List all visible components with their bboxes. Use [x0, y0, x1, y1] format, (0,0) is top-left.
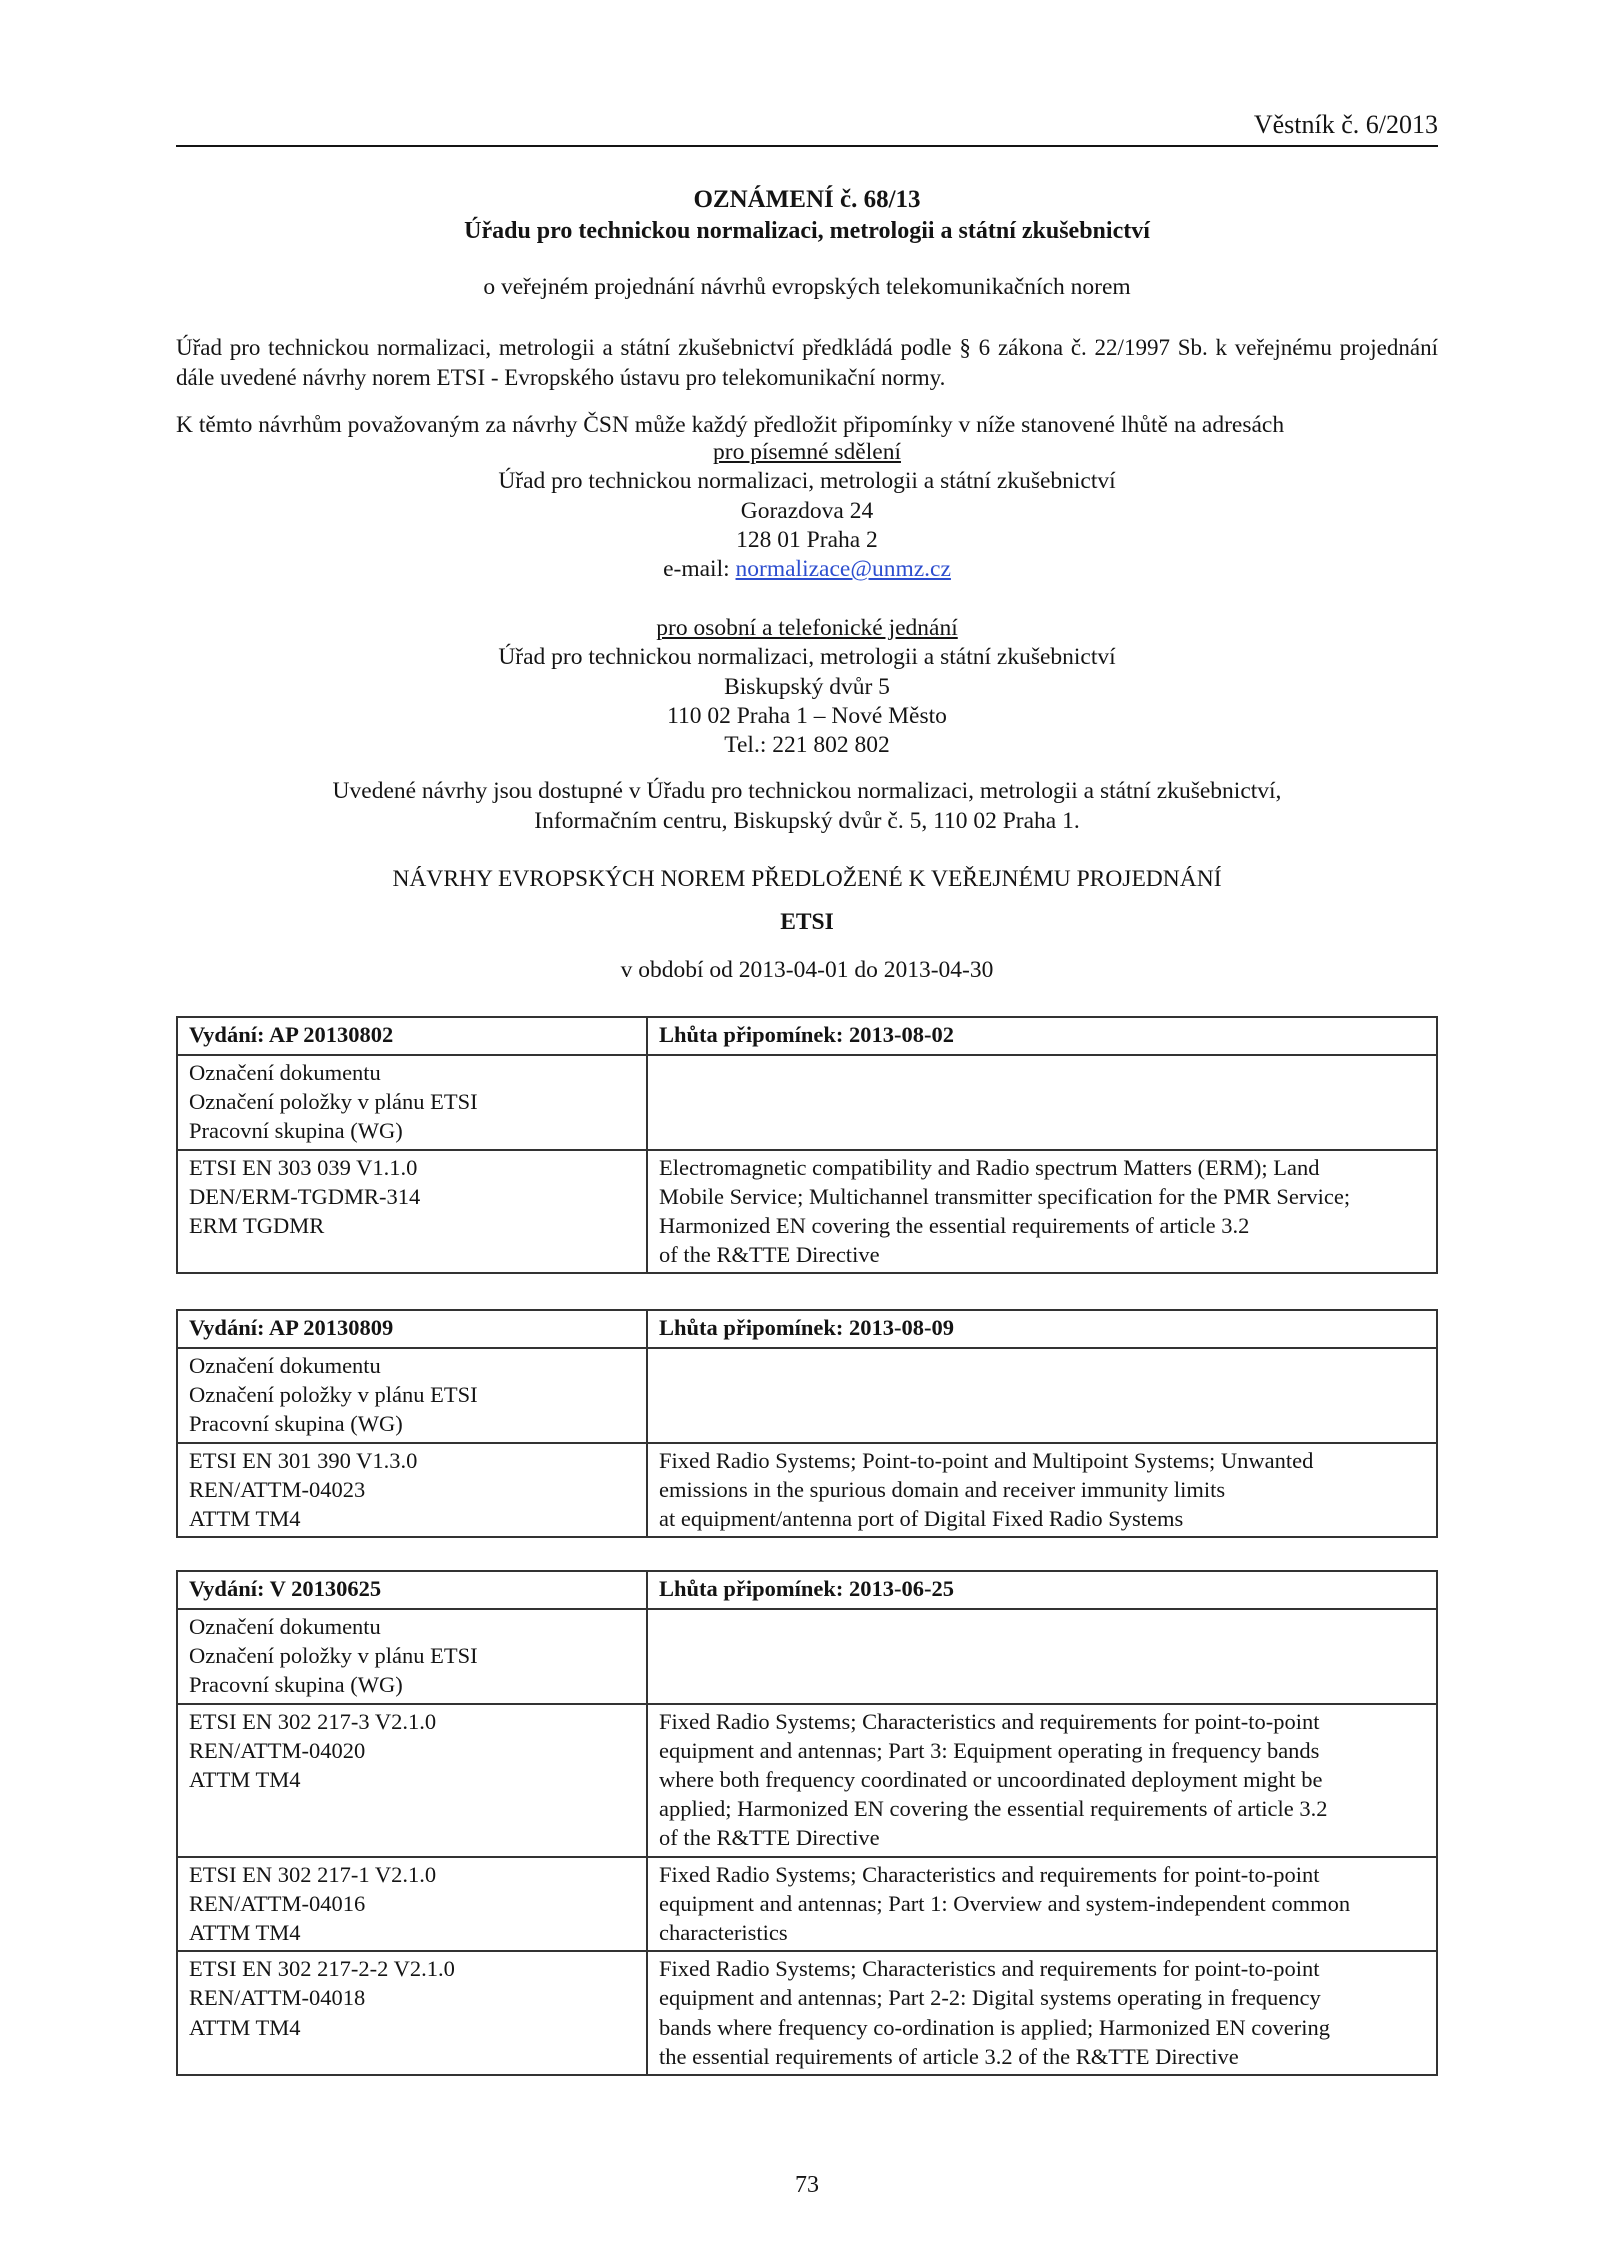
work-item: REN/ATTM-04016	[189, 1890, 366, 1916]
document-number: ETSI EN 302 217-2-2 V2.1.0	[189, 1956, 455, 1982]
deadline-cell: Lhůta připomínek: 2013-08-02	[647, 1017, 1437, 1055]
document-title-line: equipment and antennas; Part 3: Equipment operating in frequency bands	[659, 1737, 1320, 1763]
field-label: Označení položky v plánu ETSI	[189, 1382, 478, 1408]
document-title-cell	[647, 1150, 1437, 1274]
field-labels-cell	[177, 1609, 647, 1704]
written-address-city: 128 01 Praha 2	[736, 526, 878, 553]
header-rule	[176, 145, 1438, 147]
written-address-heading: pro písemné sdělení	[713, 439, 901, 465]
document-title-line: characteristics	[659, 1920, 788, 1946]
document-meta-cell	[177, 1443, 647, 1538]
document-title-line: Harmonized EN covering the essential requirements of article 3.2	[659, 1213, 1250, 1239]
personal-address-street: Biskupský dvůr 5	[724, 673, 890, 700]
deadline-cell: Lhůta připomínek: 2013-06-25	[647, 1571, 1437, 1609]
page-number: 73	[795, 2172, 819, 2198]
document-number: ETSI EN 302 217-1 V2.1.0	[189, 1861, 437, 1887]
document-title-line: emissions in the spurious domain and receiver immunity limits	[659, 1476, 1226, 1502]
availability-line: Informačním centru, Biskupský dvůr č. 5, 110 02 Praha 1.	[534, 808, 1080, 834]
personal-address-city: 110 02 Praha 1 – Nové Město	[667, 702, 947, 729]
email-link[interactable]: normalizace@unmz.cz	[735, 556, 951, 583]
document-title-line: of the R&TTE Directive	[659, 1242, 880, 1268]
field-label: Pracovní skupina (WG)	[189, 1411, 403, 1437]
document-title-line: Fixed Radio Systems; Characteristics and requirements for point-to-point	[659, 1861, 1320, 1887]
field-labels-cell	[177, 1348, 647, 1443]
document-title-cell	[647, 1951, 1437, 2075]
document-number: ETSI EN 303 039 V1.1.0	[189, 1154, 418, 1180]
document-title-line: Fixed Radio Systems; Point-to-point and Multipoint Systems; Unwanted	[659, 1447, 1314, 1473]
document-meta-cell	[177, 1150, 647, 1274]
document-title-line: equipment and antennas; Part 1: Overview and system-independent common	[659, 1890, 1351, 1916]
document-meta-cell	[177, 1951, 647, 2075]
issue-table	[176, 1570, 1438, 2076]
personal-address-org: Úřad pro technickou normalizaci, metrologii a státní zkušebnictví	[498, 644, 1116, 671]
organization-heading: ETSI	[780, 909, 834, 935]
document-title-line: bands where frequency co-ordination is applied; Harmonized EN covering	[659, 2014, 1331, 2040]
field-labels-cell	[177, 1055, 647, 1150]
availability-line: Uvedené návrhy jsou dostupné v Úřadu pro technickou normalizaci, metrologii a státní zkušebnictví,	[332, 778, 1282, 804]
written-address-street: Gorazdova 24	[740, 497, 874, 524]
document-row	[177, 1150, 1437, 1274]
document-title-line: Mobile Service; Multichannel transmitter specification for the PMR Service;	[659, 1183, 1351, 1209]
document-title-line: the essential requirements of article 3.2 of the R&TTE Directive	[659, 2043, 1239, 2069]
document-title-line: where both frequency coordinated or uncoordinated deployment might be	[659, 1767, 1323, 1793]
empty-cell	[647, 1609, 1437, 1704]
field-label: Označení dokumentu	[189, 1614, 381, 1639]
written-address-block	[176, 438, 1438, 584]
document-row	[177, 1857, 1437, 1952]
deadline-cell: Lhůta připomínek: 2013-08-09	[647, 1310, 1437, 1348]
comments-paragraph: K těmto návrhům považovaným za návrhy ČSN může každý předložit připomínky v níže stanovené lhůtě na adresách	[176, 412, 1285, 438]
document-title-line: at equipment/antenna port of Digital Fixed Radio Systems	[659, 1506, 1184, 1532]
issue-header-row	[177, 1571, 1437, 1609]
work-item: DEN/ERM-TGDMR-314	[189, 1183, 421, 1209]
document-row	[177, 1443, 1437, 1538]
document-title-cell	[647, 1704, 1437, 1857]
document-title-line: Electromagnetic compatibility and Radio spectrum Matters (ERM); Land	[659, 1154, 1320, 1180]
issue-id-cell: Vydání: V 20130625	[177, 1571, 647, 1609]
document-meta-cell	[177, 1857, 647, 1952]
document-title-cell	[647, 1857, 1437, 1952]
working-group: ERM TGDMR	[189, 1213, 325, 1239]
announcement-title: OZNÁMENÍ č. 68/13	[693, 186, 921, 213]
field-labels-row	[177, 1055, 1437, 1150]
field-label: Pracovní skupina (WG)	[189, 1118, 403, 1144]
announcement-subtitle: Úřadu pro technickou normalizaci, metrologii a státní zkušebnictví	[464, 218, 1150, 244]
email-line	[176, 555, 1438, 584]
issue-header-row	[177, 1017, 1437, 1055]
written-address-org: Úřad pro technickou normalizaci, metrologii a státní zkušebnictví	[498, 468, 1116, 495]
working-group: ATTM TM4	[189, 1920, 301, 1946]
period-line: v období od 2013-04-01 do 2013-04-30	[620, 957, 994, 983]
document-title-line: of the R&TTE Directive	[659, 1825, 880, 1851]
proposals-heading: NÁVRHY EVROPSKÝCH NOREM PŘEDLOŽENÉ K VEŘEJNÉMU PROJEDNÁNÍ	[392, 866, 1222, 892]
issue-header-row	[177, 1310, 1437, 1348]
running-head: Věstník č. 6/2013	[1253, 110, 1438, 139]
work-item: REN/ATTM-04018	[189, 1985, 366, 2011]
field-label: Pracovní skupina (WG)	[189, 1672, 403, 1698]
document-title-line: applied; Harmonized EN covering the essential requirements of article 3.2	[659, 1796, 1328, 1822]
document-row	[177, 1951, 1437, 2075]
issue-table	[176, 1309, 1438, 1538]
availability-note	[176, 776, 1438, 836]
document-meta-cell	[177, 1704, 647, 1857]
document-number: ETSI EN 302 217-3 V2.1.0	[189, 1708, 437, 1734]
document-title-line: equipment and antennas; Part 2-2: Digital systems operating in frequency	[659, 1985, 1321, 2011]
personal-address-phone: Tel.: 221 802 802	[724, 732, 890, 759]
personal-address-heading: pro osobní a telefonické jednání	[656, 615, 958, 641]
issue-id-cell: Vydání: AP 20130802	[177, 1017, 647, 1055]
document-number: ETSI EN 301 390 V1.3.0	[189, 1447, 418, 1473]
personal-address-block	[176, 614, 1438, 760]
document-title-cell	[647, 1443, 1437, 1538]
issue-table	[176, 1016, 1438, 1274]
field-labels-row	[177, 1609, 1437, 1704]
work-item: REN/ATTM-04023	[189, 1476, 366, 1502]
email-label: e-mail:	[663, 556, 730, 583]
field-label: Označení položky v plánu ETSI	[189, 1089, 478, 1115]
field-label: Označení dokumentu	[189, 1060, 381, 1085]
intro-paragraph: Úřad pro technickou normalizaci, metrologii a státní zkušebnictví předkládá podle § 6 zákona č. 22/1997 Sb. k veřejnému projednání dále uvedené návrhy norem ETSI - Evropského ústavu pro telekomunikační normy.	[176, 335, 1438, 390]
document-title-line: Fixed Radio Systems; Characteristics and requirements for point-to-point	[659, 1708, 1320, 1734]
working-group: ATTM TM4	[189, 1506, 301, 1532]
working-group: ATTM TM4	[189, 1767, 301, 1793]
field-label: Označení položky v plánu ETSI	[189, 1643, 478, 1669]
empty-cell	[647, 1055, 1437, 1150]
document-title-line: Fixed Radio Systems; Characteristics and requirements for point-to-point	[659, 1956, 1320, 1982]
document-row	[177, 1704, 1437, 1857]
empty-cell	[647, 1348, 1437, 1443]
issue-id-cell: Vydání: AP 20130809	[177, 1310, 647, 1348]
announcement-subject: o veřejném projednání návrhů evropských telekomunikačních norem	[483, 274, 1131, 300]
work-item: REN/ATTM-04020	[189, 1737, 366, 1763]
working-group: ATTM TM4	[189, 2014, 301, 2040]
field-label: Označení dokumentu	[189, 1353, 381, 1378]
field-labels-row	[177, 1348, 1437, 1443]
